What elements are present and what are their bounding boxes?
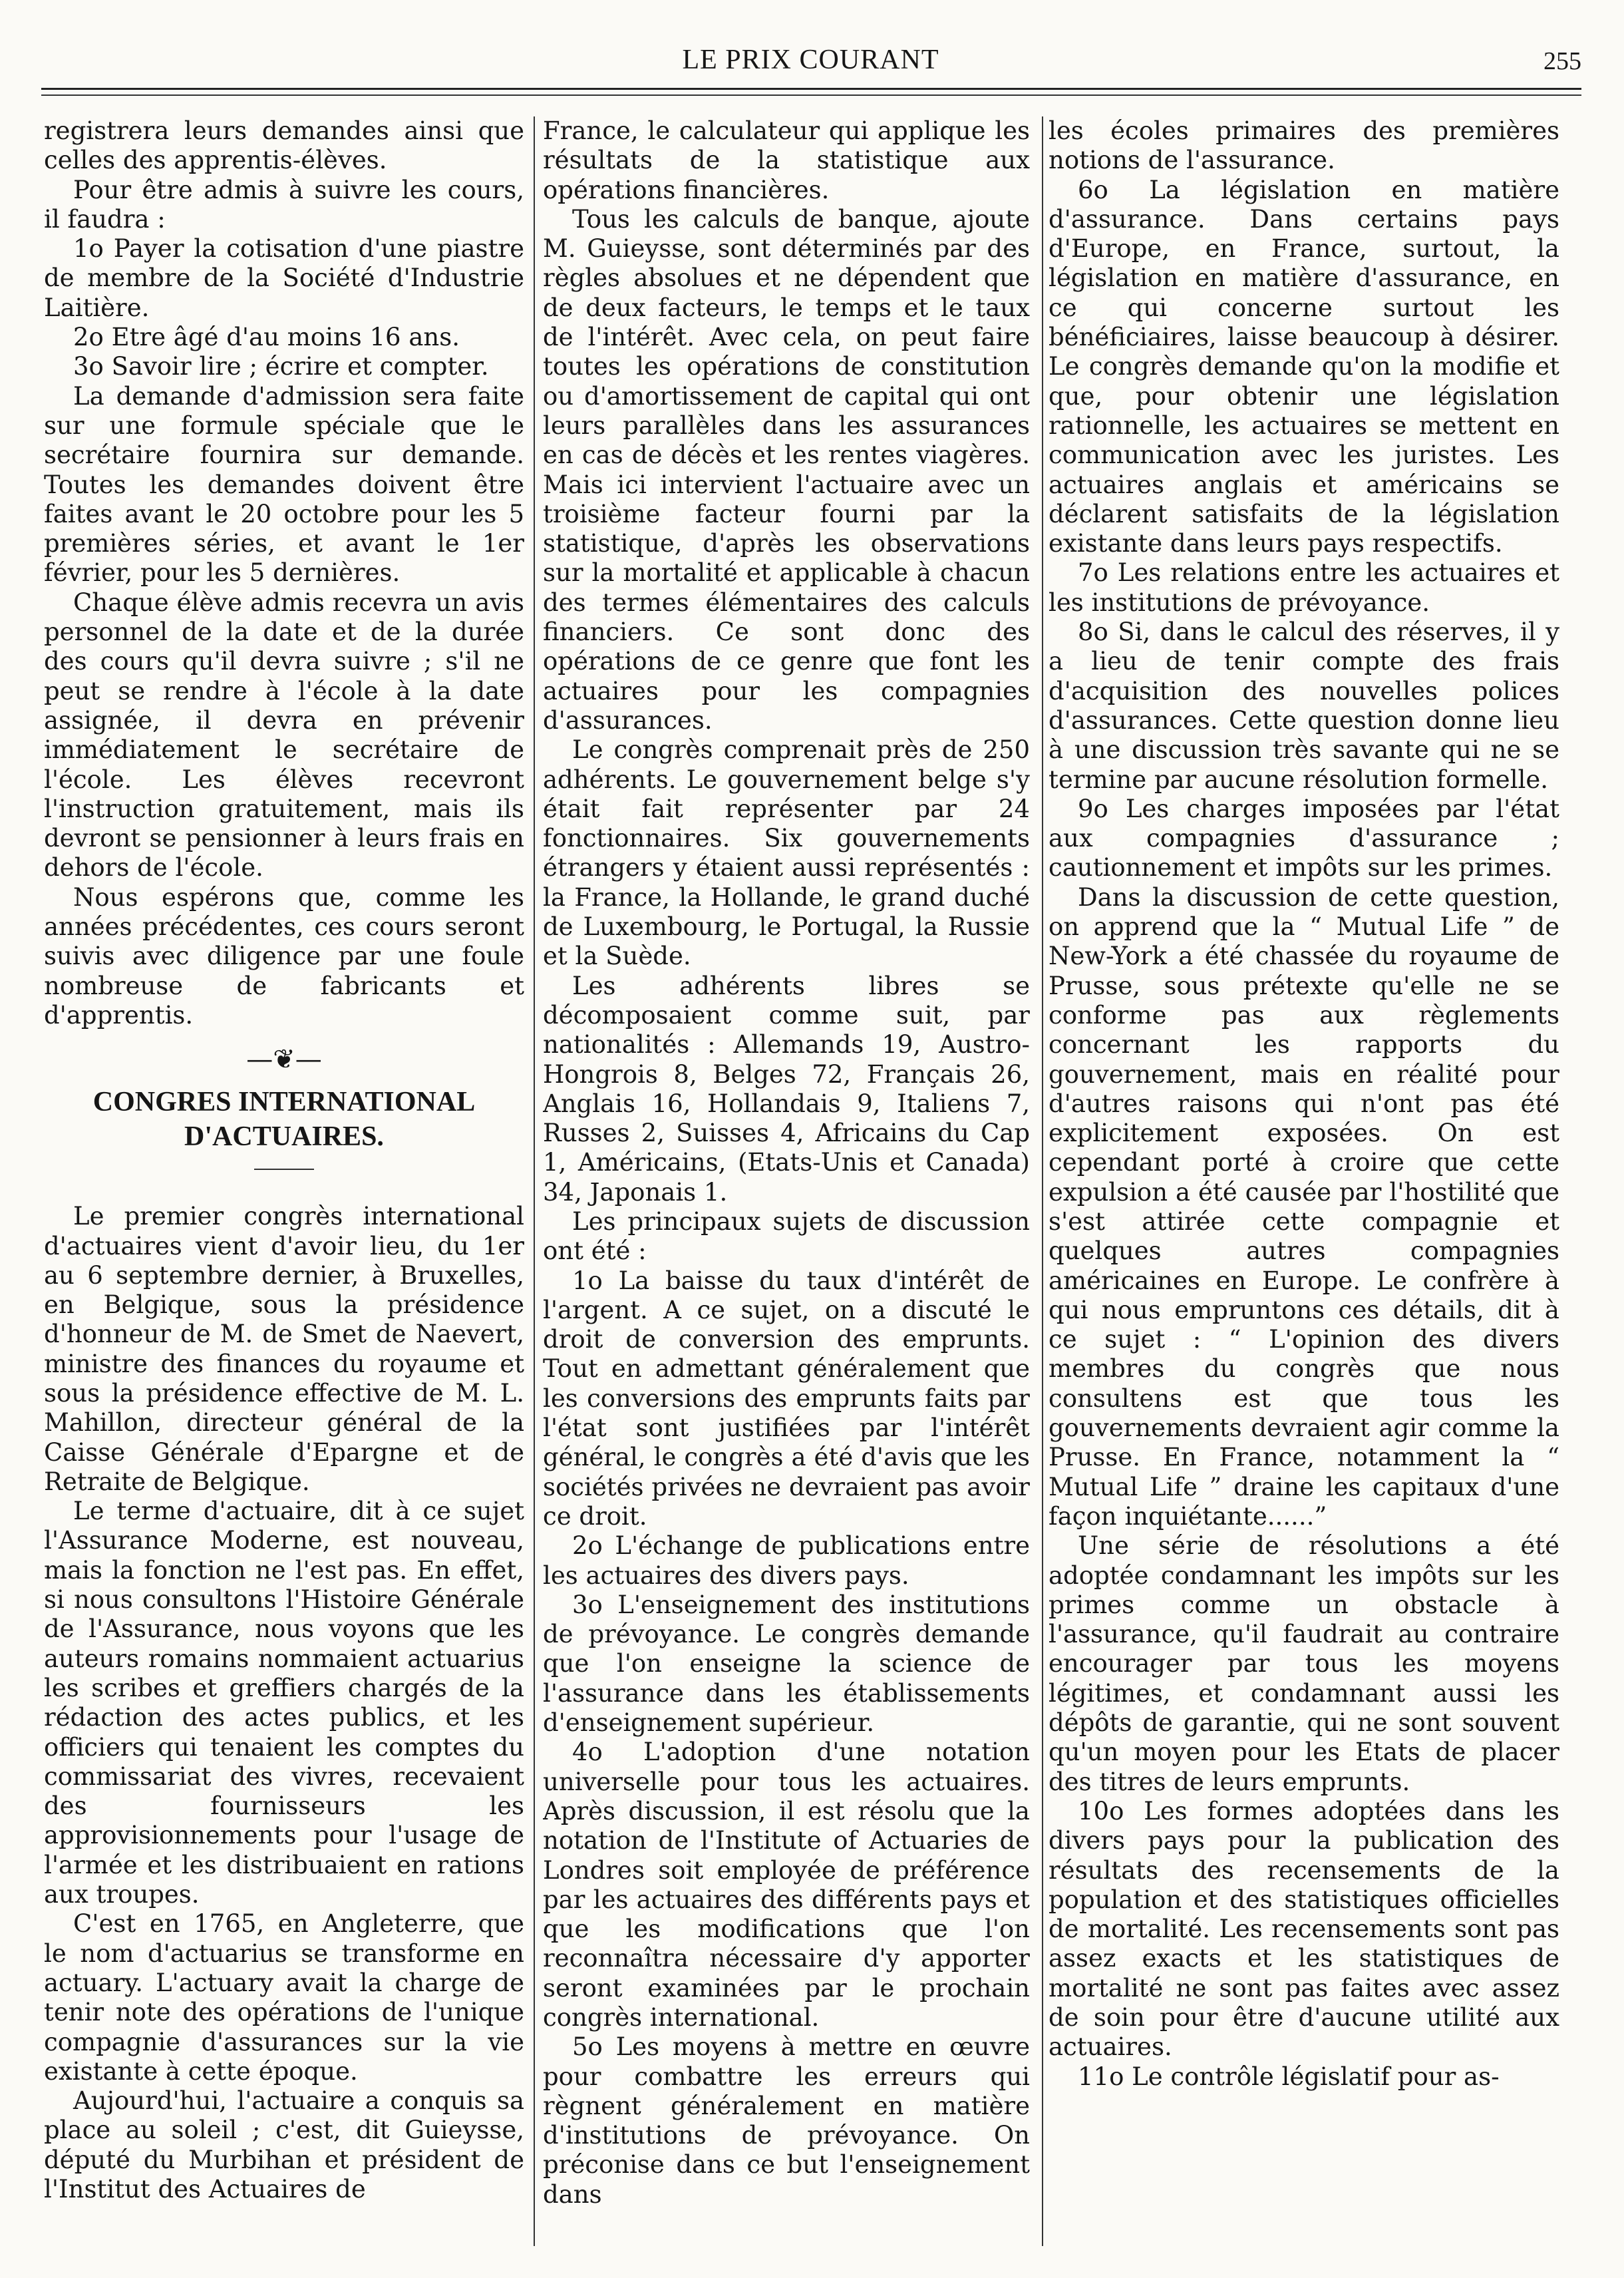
paragraph: 10o Les formes adoptées dans les divers pays pour la publication des résultats des recensements de la population et des statistiques officielles de mortalité. Les recensements sont pas assez exacts et les statistiques de mortalité ne sont pas faites avec assez de soin pour être d'aucune utilité aux actuaires.: [1049, 1796, 1559, 2062]
paragraph: 6o La législation en matière d'assurance. Dans certains pays d'Europe, en France, surtout, la législation en matière d'assurance, en ce qui concerne surtout les bénéficiaires, laisse beaucoup à désirer. Le congrès demande qu'on la modifie et que, pour obtenir une législation rationnelle, les actuaires se mettent en communication avec les juristes. Les actuaires anglais et américains se déclarent satisfaits de la législation existante dans leurs pays respectifs.: [1049, 175, 1559, 558]
column-2: [543, 116, 1030, 2259]
column-3: [1049, 116, 1559, 2259]
paragraph: 9o Les charges imposées par l'état aux compagnies d'assurance ; cautionnement et impôts sur les primes.: [1049, 794, 1559, 882]
header-rule-thick: [41, 88, 1581, 90]
paragraph: Pour être admis à suivre les cours, il faudra :: [44, 175, 524, 234]
page-header: [40, 41, 1581, 81]
paragraph: 5o Les moyens à mettre en œuvre pour combattre les erreurs qui règnent généralement en matière d'institutions de prévoyance. On préconise dans ce but l'enseignement dans: [543, 2032, 1030, 2209]
running-title: LE PRIX COURANT: [682, 45, 939, 75]
paragraph: Une série de résolutions a été adoptée condamnant les impôts sur les primes comme un obstacle à l'assurance, qu'il faudrait au contraire encourager par tous les moyens légitimes, et condamnant aussi les dépôts de garantie, qui ne sont souvent qu'un moyen pour les Etats de placer des titres de leurs emprunts.: [1049, 1531, 1559, 1796]
paragraph: 7o Les relations entre les actuaires et les institutions de prévoyance.: [1049, 558, 1559, 617]
paragraph: 4o L'adoption d'une notation universelle pour tous les actuaires. Après discussion, il est résolu que la notation de l'Institute of Actuaries de Londres soit employée de préférence par les actuaires des différents pays et que les modifications que l'on reconnaîtra nécessaire d'y apporter seront examinées par le prochain congrès international.: [543, 1738, 1030, 2032]
column-1: [44, 116, 524, 2259]
ornament-divider: —❦—: [246, 1044, 322, 1075]
paragraph: registrera leurs demandes ainsi que celles des apprentis-élèves.: [44, 116, 524, 175]
heading-rule: [254, 1169, 314, 1170]
article-columns: [44, 116, 1574, 2259]
paragraph: La demande d'admission sera faite sur une formule spéciale que le secrétaire fournira sur demande. Toutes les demandes doivent être faites avant le 20 octobre pour les 5 premières séries, et avant le 1er février, pour les 5 dernières.: [44, 381, 524, 588]
paragraph: Aujourd'hui, l'actuaire a conquis sa place au soleil ; c'est, dit Guieysse, député du Murbihan et président de l'Institut des Actuaires de: [44, 2086, 524, 2203]
paragraph: France, le calculateur qui applique les résultats de la statistique aux opérations financières.: [543, 116, 1030, 204]
paragraph: Le premier congrès international d'actuaires vient d'avoir lieu, du 1er au 6 septembre dernier, à Bruxelles, en Belgique, sous la présidence d'honneur de M. de Smet de Naevert, ministre des finances du royaume et sous la présidence effective de M. L. Mahillon, directeur général de la Caisse Générale d'Epargne et de Retraite de Belgique.: [44, 1202, 524, 1496]
paragraph: les écoles primaires des premières notions de l'assurance.: [1049, 116, 1559, 175]
paragraph: 1o La baisse du taux d'intérêt de l'argent. A ce sujet, on a discuté le droit de conversion des emprunts. Tout en admettant généralement que les conversions des emprunts faits par l'état sont justifiées par l'intérêt général, le congrès a été d'avis que les sociétés privées ne devraient pas avoir ce droit.: [543, 1266, 1030, 1531]
paragraph: Dans la discussion de cette question, on apprend que la “ Mutual Life ” de New-York a été chassée du royaume de Prusse, sous prétexte qu'elle ne se conforme pas aux règlements concernant les rapports du gouvernement, mais en réalité pour d'autres raisons qui n'ont pas été explicitement exposées. On est cependant porté à croire que cette expulsion a été causée par l'hostilité que s'est attirée cette compagnie et quelques autres compagnies américaines en Europe. Le confrère à qui nous empruntons ces détails, dit à ce sujet : “ L'opinion des divers membres du congrès que nous consultens est que tous les gouvernements devraient agir comme la Prusse. En France, notamment la “ Mutual Life ” draine les capitaux d'une façon inquiétante......”: [1049, 882, 1559, 1531]
page-number: 255: [1543, 47, 1581, 75]
paragraph: 3o L'enseignement des institutions de prévoyance. Le congrès demande que l'on enseigne la science de l'assurance dans les établissements d'enseignement supérieur.: [543, 1590, 1030, 1738]
paragraph: 2o L'échange de publications entre les actuaires des divers pays.: [543, 1531, 1030, 1590]
paragraph: Tous les calculs de banque, ajoute M. Guieysse, sont déterminés par des règles absolues et ne dépendent que de deux facteurs, le temps et le taux de l'intérêt. Avec cela, on peut faire toutes les opérations de constitution ou d'amortissement de capital qui ont leurs parallèles dans les assurances en cas de décès et les rentes viagères. Mais ici intervient l'actuaire avec un troisième facteur fourni par la statistique, d'après les observations sur la mortalité et applicable à chacun des termes élémentaires des calculs financiers. Ce sont donc des opérations de ce genre que font les actuaires pour les compagnies d'assurances.: [543, 204, 1030, 735]
paragraph: 11o Le contrôle législatif pour as-: [1078, 2062, 1500, 2091]
paragraph: C'est en 1765, en Angleterre, que le nom d'actuarius se transforme en actuary. L'actuary avait la charge de tenir note des opérations de l'unique compagnie d'assurances sur la vie existante à cette époque.: [44, 1909, 524, 2086]
paragraph: 8o Si, dans le calcul des réserves, il y a lieu de tenir compte des frais d'acquisition des nouvelles polices d'assurances. Cette question donne lieu à une discussion très savante qui ne se termine par aucune résolution formelle.: [1049, 618, 1559, 794]
paragraph: 1o Payer la cotisation d'une piastre de membre de la Société d'Industrie Laitière.: [44, 234, 524, 322]
paragraph: Nous espérons que, comme les années précédentes, ces cours seront suivis avec diligence par une foule nombreuse de fabricants et d'apprentis.: [44, 882, 524, 1030]
paragraph: Les adhérents libres se décomposaient comme suit, par nationalités : Allemands 19, Austro-Hongrois 8, Belges 72, Français 26, Anglais 16, Hollandais 9, Italiens 7, Russes 2, Suisses 4, Africains du Cap 1, Américains, (Etats-Unis et Canada) 34, Japonais 1.: [543, 971, 1030, 1207]
paragraph: 3o Savoir lire ; écrire et compter.: [73, 352, 489, 381]
paragraph: 2o Etre âgé d'au moins 16 ans.: [73, 323, 460, 352]
article-heading-line-2: D'ACTUAIRES.: [184, 1121, 384, 1153]
paragraph: Le terme d'actuaire, dit à ce sujet l'Assurance Moderne, est nouveau, mais la fonction ne l'est pas. En effet, si nous consultons l'Histoire Générale de l'Assurance, nous voyons que les auteurs romains nommaient actuarius les scribes et greffiers chargés de la rédaction des actes publics, et les officiers qui tenaient les comptes du commissariat des vivres, recevaient des fournisseurs les approvisionnements pour l'usage de l'armée et les distribuaient en rations aux troupes.: [44, 1497, 524, 1909]
paragraph: Le congrès comprenait près de 250 adhérents. Le gouvernement belge s'y était fait représenter par 24 fonctionnaires. Six gouvernements étrangers y étaient aussi représentés : la France, la Hollande, le grand duché de Luxembourg, le Portugal, la Russie et la Suède.: [543, 735, 1030, 971]
header-rule-thin: [41, 95, 1581, 96]
paragraph: Les principaux sujets de discussion ont été :: [543, 1207, 1030, 1266]
paragraph: Chaque élève admis recevra un avis personnel de la date et de la durée des cours qu'il devra suivre ; s'il ne peut se rendre à l'école à la date assignée, il devra en prévenir immédiatement le secrétaire de l'école. Les élèves recevront l'instruction gratuitement, mais ils devront se pensionner à leurs frais en dehors de l'école.: [44, 588, 524, 882]
article-heading-line-1: CONGRES INTERNATIONAL: [92, 1087, 476, 1118]
